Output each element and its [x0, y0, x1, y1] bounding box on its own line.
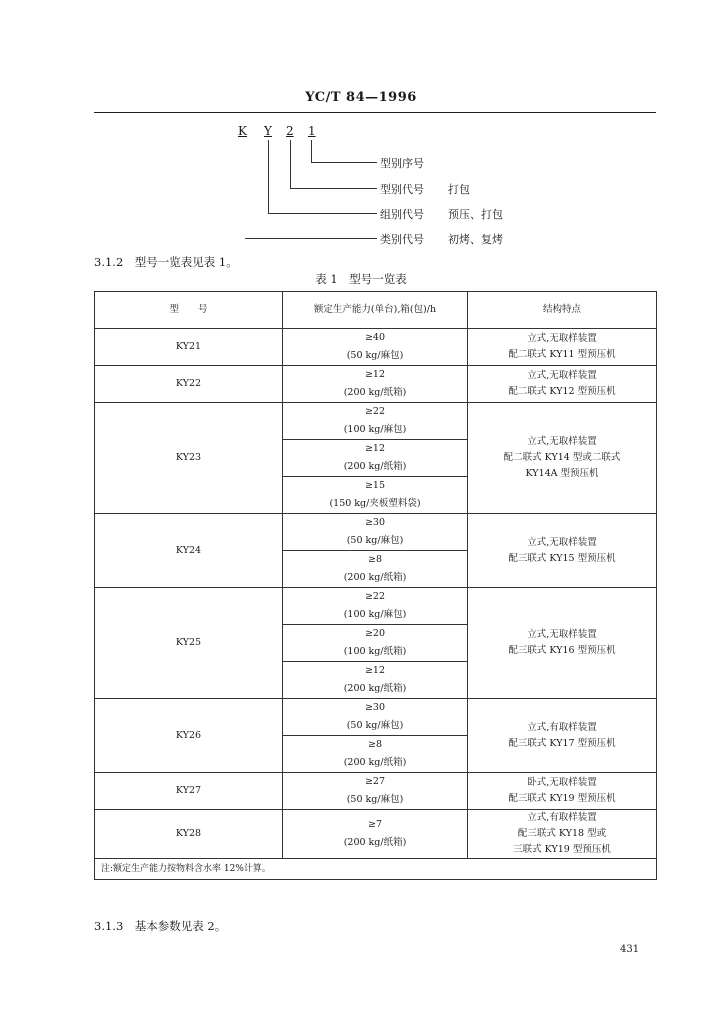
table-row	[95, 366, 657, 403]
feature-line: 立式,有取样装置	[527, 812, 597, 823]
capacity-cell	[283, 699, 468, 736]
model-cell: KY25	[95, 588, 283, 699]
code-letter-2: 2	[286, 124, 294, 138]
connector-3	[268, 140, 269, 213]
standard-header: YC/T 84—1996	[305, 90, 417, 105]
table-row	[95, 588, 657, 625]
features-cell	[468, 514, 657, 588]
code-desc-3: 预压、打包	[448, 208, 503, 221]
code-label-3: 组别代号	[380, 208, 424, 221]
capacity-value: ≥22	[364, 406, 386, 417]
connector-1-h	[311, 162, 377, 163]
capacity-cell	[283, 662, 468, 699]
feature-line: KY14A 型预压机	[525, 468, 599, 479]
capacity-unit: (150 kg/夹板塑料袋)	[329, 498, 421, 509]
section-3-1-3: 3.1.3 基本参数见表 2。	[94, 919, 227, 933]
capacity-cell	[283, 440, 468, 477]
table-row	[95, 514, 657, 551]
connector-4-h	[245, 238, 377, 239]
feature-line: 配三联式 KY17 型预压机	[508, 737, 616, 749]
page-number: 431	[620, 944, 640, 955]
code-label-1: 型别序号	[380, 157, 424, 170]
capacity-unit: (200 kg/纸箱)	[343, 757, 407, 768]
model-cell: KY23	[95, 403, 283, 514]
capacity-cell	[283, 366, 468, 403]
table-header-row	[95, 292, 657, 329]
capacity-cell	[283, 736, 468, 773]
table-row	[95, 773, 657, 810]
feature-line: 立式,无取样装置	[527, 536, 597, 548]
features-cell	[468, 699, 657, 773]
code-desc-2: 打包	[448, 183, 470, 196]
capacity-value: ≥8	[367, 554, 382, 565]
capacity-value: ≥7	[367, 819, 382, 830]
feature-line: 配三联式 KY18 型或	[517, 828, 607, 839]
feature-line: 配二联式 KY12 型预压机	[508, 386, 616, 397]
capacity-value: ≥40	[364, 332, 386, 343]
capacity-unit: (50 kg/麻包)	[346, 535, 404, 546]
model-cell: KY21	[95, 329, 283, 366]
capacity-unit: (200 kg/纸箱)	[343, 683, 407, 694]
capacity-cell	[283, 477, 468, 514]
table-row	[95, 403, 657, 440]
capacity-value: ≥8	[367, 739, 382, 750]
connector-1	[311, 140, 312, 162]
table-row	[95, 329, 657, 366]
feature-line: 配三联式 KY19 型预压机	[508, 793, 616, 804]
feature-line: 三联式 KY19 型预压机	[513, 844, 611, 855]
capacity-value: ≥12	[364, 665, 386, 676]
table-note: 注:额定生产能力按物料含水率 12%计算。	[95, 859, 657, 880]
capacity-unit: (200 kg/纸箱)	[343, 461, 407, 472]
model-cell: KY28	[95, 810, 283, 859]
connector-2-h	[290, 188, 377, 189]
capacity-unit: (50 kg/麻包)	[346, 794, 404, 805]
code-letter-k: K	[238, 124, 247, 138]
capacity-value: ≥30	[364, 702, 386, 713]
capacity-cell	[283, 403, 468, 440]
capacity-value: ≥12	[364, 369, 386, 380]
capacity-cell	[283, 773, 468, 810]
capacity-unit: (100 kg/纸箱)	[343, 646, 407, 657]
capacity-unit: (100 kg/麻包)	[343, 609, 407, 620]
model-cell: KY26	[95, 699, 283, 773]
model-cell: KY22	[95, 366, 283, 403]
model-cell: KY27	[95, 773, 283, 810]
table-caption: 表 1 型号一览表	[315, 272, 407, 286]
feature-line: 配二联式 KY14 型或二联式	[503, 452, 621, 463]
capacity-cell	[283, 329, 468, 366]
code-label-2: 型别代号	[380, 183, 424, 196]
code-desc-4: 初烤、复烤	[448, 233, 503, 246]
connector-2	[290, 140, 291, 188]
header-rule	[94, 112, 656, 113]
feature-line: 立式,无取样装置	[527, 333, 597, 344]
features-cell	[468, 403, 657, 514]
capacity-cell	[283, 625, 468, 662]
capacity-value: ≥27	[364, 776, 386, 787]
feature-line: 配三联式 KY15 型预压机	[508, 552, 616, 564]
capacity-unit: (50 kg/麻包)	[346, 720, 404, 731]
features-cell	[468, 810, 657, 859]
code-letter-1: 1	[308, 124, 316, 138]
capacity-unit: (200 kg/纸箱)	[343, 387, 407, 398]
capacity-unit: (200 kg/纸箱)	[343, 837, 407, 848]
capacity-value: ≥20	[364, 628, 386, 639]
capacity-cell	[283, 551, 468, 588]
header-features: 结构特点	[468, 292, 657, 329]
feature-line: 配三联式 KY16 型预压机	[508, 645, 616, 656]
feature-line: 立式,无取样装置	[527, 370, 597, 381]
capacity-value: ≥22	[364, 591, 386, 602]
connector-3-h	[268, 213, 377, 214]
section-3-1-2: 3.1.2 型号一览表见表 1。	[94, 255, 238, 269]
code-letter-y: Y	[264, 124, 272, 138]
features-cell	[468, 773, 657, 810]
model-cell: KY24	[95, 514, 283, 588]
capacity-cell	[283, 588, 468, 625]
feature-line: 配二联式 KY11 型预压机	[508, 349, 616, 360]
capacity-cell	[283, 514, 468, 551]
table-note-row	[95, 859, 657, 880]
table-row	[95, 810, 657, 859]
capacity-unit: (100 kg/麻包)	[343, 424, 407, 435]
features-cell	[468, 366, 657, 403]
capacity-cell	[283, 810, 468, 859]
header-capacity: 额定生产能力(单台),箱(包)/h	[283, 292, 468, 329]
features-cell	[468, 329, 657, 366]
capacity-value: ≥15	[364, 480, 386, 491]
capacity-unit: (200 kg/纸箱)	[343, 572, 407, 583]
feature-line: 立式,有取样装置	[527, 721, 597, 733]
feature-line: 立式,无取样装置	[527, 629, 597, 640]
feature-line: 立式,无取样装置	[527, 436, 597, 447]
header-model: 型 号	[95, 292, 283, 329]
features-cell	[468, 588, 657, 699]
feature-line: 卧式,无取样装置	[527, 777, 597, 788]
capacity-unit: (50 kg/麻包)	[346, 350, 404, 361]
model-table	[94, 291, 657, 880]
capacity-value: ≥30	[364, 517, 386, 528]
code-label-4: 类别代号	[380, 233, 424, 246]
table-row	[95, 699, 657, 736]
capacity-value: ≥12	[364, 443, 386, 454]
